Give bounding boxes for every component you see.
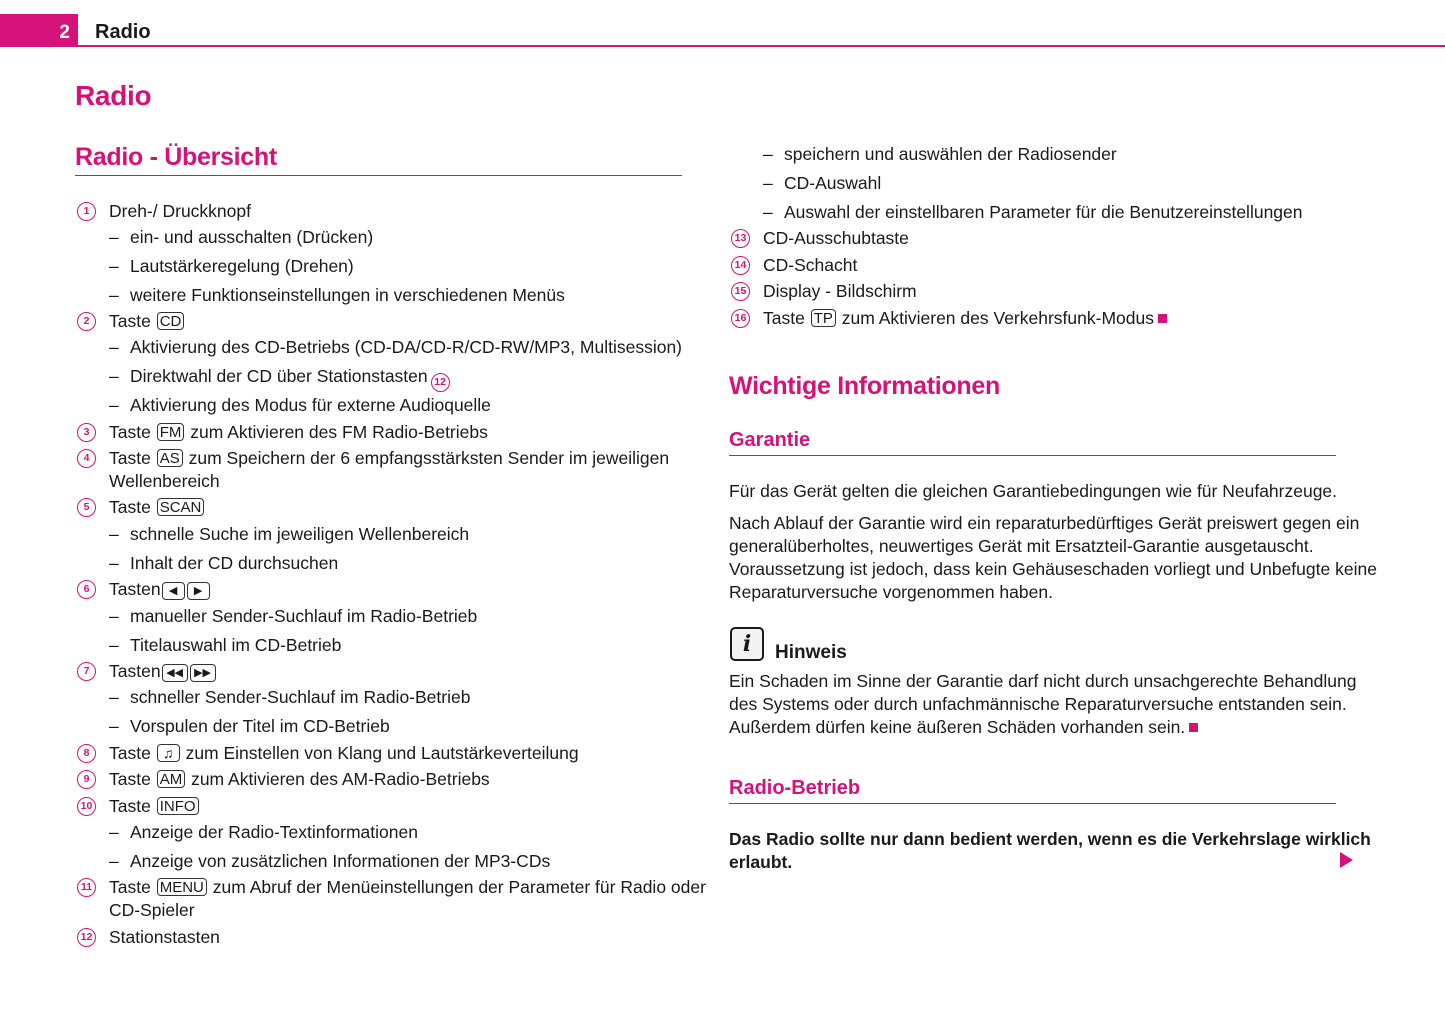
list-item — [109, 447, 669, 469]
list-subitem: – Anzeige der Radio-Textinformationen — [130, 821, 418, 843]
callout-10: 10 — [77, 797, 96, 816]
paragraph-line: Das Radio sollte nur dann bedient werden, wenn es die Verkehrslage wirklich — [729, 829, 1371, 849]
guarantee-paragraph-1: Für das Gerät gelten die gleichen Garantiebedingungen wie für Neufahrzeuge. — [729, 481, 1338, 501]
continue-arrow-icon — [1340, 852, 1353, 868]
radio-operation-warning — [729, 828, 1371, 874]
list-subitem: – Auswahl der einstellbaren Parameter für die Benutzereinstellungen — [784, 201, 1303, 223]
item-text: Taste — [109, 422, 151, 442]
item-text: Taste — [763, 308, 805, 328]
paragraph-line — [729, 716, 1357, 739]
section-rule — [75, 175, 682, 176]
callout-2: 2 — [77, 312, 96, 331]
list-item — [763, 307, 1167, 329]
callout-7: 7 — [77, 662, 96, 681]
callout-4: 4 — [77, 449, 96, 468]
key-rewind-icon: ◀◀ — [162, 664, 188, 682]
paragraph-line: generalüberholtes, neuwertiges Gerät mit Ersatzteil-Garantie ausgetauscht. — [729, 536, 1314, 556]
list-subitem: – CD-Auswahl — [784, 172, 881, 194]
paragraph-line: Reparaturversuche vorgenommen haben. — [729, 582, 1053, 602]
key-left-icon: ◀ — [162, 582, 185, 600]
list-item — [109, 876, 706, 898]
paragraph-line: Ein Schaden im Sinne der Garantie darf nicht durch unsachgerechte Behandlung — [729, 671, 1357, 691]
callout-ref-12: 12 — [431, 373, 450, 392]
line-text: Außerdem dürfen keine äußeren Schäden vorhanden sein. — [729, 717, 1186, 737]
item-text: zum Aktivieren des Verkehrsfunk-Modus — [841, 308, 1154, 328]
item-text: Taste — [109, 448, 151, 468]
list-item — [109, 496, 205, 518]
item-text: Taste — [109, 877, 151, 897]
callout-6: 6 — [77, 580, 96, 599]
item-text: zum Speichern der 6 empfangsstärksten Sender im jeweiligen — [188, 448, 670, 468]
list-item: Display - Bildschirm — [763, 281, 917, 301]
list-item — [109, 795, 200, 817]
list-item: Stationstasten — [109, 927, 220, 947]
key-info: INFO — [157, 797, 199, 815]
callout-11: 11 — [77, 878, 96, 897]
callout-13: 13 — [731, 229, 750, 248]
section-heading-overview: Radio - Übersicht — [75, 143, 277, 171]
callout-8: 8 — [77, 744, 96, 763]
list-item: Dreh-/ Druckknopf — [109, 201, 251, 221]
list-subitem: – Anzeige von zusätzlichen Informationen der MP3-CDs — [130, 850, 550, 872]
list-subitem: – Vorspulen der Titel im CD-Betrieb — [130, 715, 390, 737]
list-item — [109, 578, 211, 600]
item-text: Taste — [109, 796, 151, 816]
list-subitem: – manueller Sender-Suchlauf im Radio-Betrieb — [130, 605, 477, 627]
list-item-continuation: CD-Spieler — [109, 900, 195, 920]
key-scan: SCAN — [157, 498, 205, 516]
paragraph-line: erlaubt. — [729, 852, 793, 872]
item-text: Taste — [109, 311, 151, 331]
list-subitem — [130, 365, 450, 392]
list-subitem: – ein- und ausschalten (Drücken) — [130, 226, 373, 248]
info-icon: i — [730, 627, 764, 661]
key-fast-forward-icon: ▶▶ — [190, 664, 216, 682]
paragraph-line: des Systems oder durch unfachmännische Reparaturversuche entstanden sein. — [729, 694, 1347, 714]
guarantee-paragraph-2 — [729, 512, 1377, 604]
callout-15: 15 — [731, 282, 750, 301]
list-item — [109, 421, 488, 443]
item-text: zum Einstellen von Klang und Lautstärkeverteilung — [185, 743, 579, 763]
key-cd: CD — [157, 312, 185, 330]
list-item: CD-Ausschubtaste — [763, 228, 909, 248]
callout-16: 16 — [731, 309, 750, 328]
item-text: zum Aktivieren des FM Radio-Betriebs — [190, 422, 488, 442]
paragraph-line: Nach Ablauf der Garantie wird ein reparaturbedürftiges Gerät preiswert gegen ein — [729, 513, 1360, 533]
section-end-mark — [1158, 314, 1167, 323]
list-subitem: – Lautstärkeregelung (Drehen) — [130, 255, 354, 277]
subsection-rule — [729, 455, 1336, 456]
item-text: Direktwahl der CD über Stationstasten — [130, 366, 428, 386]
list-subitem: – Inhalt der CD durchsuchen — [130, 552, 338, 574]
key-menu: MENU — [157, 878, 207, 896]
item-text: Tasten — [109, 579, 161, 599]
list-item — [109, 660, 217, 682]
key-sound-icon: ♫ — [157, 744, 180, 762]
subsection-heading-radio-operation: Radio-Betrieb — [729, 777, 861, 799]
list-subitem: – Aktivierung des CD-Betriebs (CD-DA/CD-R/CD-RW/MP3, Multisession) — [130, 336, 682, 358]
section-end-mark — [1189, 723, 1198, 732]
item-text: Tasten — [109, 661, 161, 681]
hint-text — [729, 670, 1357, 739]
list-item — [109, 742, 579, 764]
list-subitem: – Titelauswahl im CD-Betrieb — [130, 634, 341, 656]
list-subitem: – speichern und auswählen der Radiosender — [784, 143, 1117, 165]
hint-title: Hinweis — [775, 642, 847, 663]
callout-5: 5 — [77, 498, 96, 517]
paragraph-line: Voraussetzung ist jedoch, dass kein Gehäuseschaden vorliegt und Unbefugte keine — [729, 559, 1377, 579]
list-subitem: – schneller Sender-Suchlauf im Radio-Betrieb — [130, 686, 470, 708]
list-subitem: – schnelle Suche im jeweiligen Wellenbereich — [130, 523, 469, 545]
list-item-continuation: Wellenbereich — [109, 471, 220, 491]
page-number: 2 — [0, 14, 78, 46]
running-title: Radio — [95, 21, 151, 43]
key-fm: FM — [157, 423, 185, 441]
subsection-heading-guarantee: Garantie — [729, 429, 811, 451]
list-subitem: – weitere Funktionseinstellungen in verschiedenen Menüs — [130, 284, 565, 306]
item-text: zum Aktivieren des AM-Radio-Betriebs — [191, 769, 490, 789]
callout-12: 12 — [77, 928, 96, 947]
page-title: Radio — [75, 80, 152, 111]
key-as: AS — [157, 449, 183, 467]
list-subitem: – Aktivierung des Modus für externe Audioquelle — [130, 394, 491, 416]
key-am: AM — [157, 770, 186, 788]
key-right-icon: ▶ — [187, 582, 210, 600]
item-text: zum Abruf der Menüeinstellungen der Parameter für Radio oder — [212, 877, 706, 897]
item-text: Taste — [109, 743, 151, 763]
callout-3: 3 — [77, 423, 96, 442]
list-item: CD-Schacht — [763, 255, 858, 275]
item-text: Taste — [109, 769, 151, 789]
header-rule — [0, 45, 1445, 47]
item-text: Taste — [109, 497, 151, 517]
section-heading-important: Wichtige Informationen — [729, 372, 1000, 400]
subsection-rule — [729, 803, 1336, 804]
list-item — [109, 310, 185, 332]
list-item — [109, 768, 490, 790]
key-tp: TP — [811, 309, 836, 327]
callout-9: 9 — [77, 770, 96, 789]
callout-14: 14 — [731, 256, 750, 275]
callout-1: 1 — [77, 202, 96, 221]
